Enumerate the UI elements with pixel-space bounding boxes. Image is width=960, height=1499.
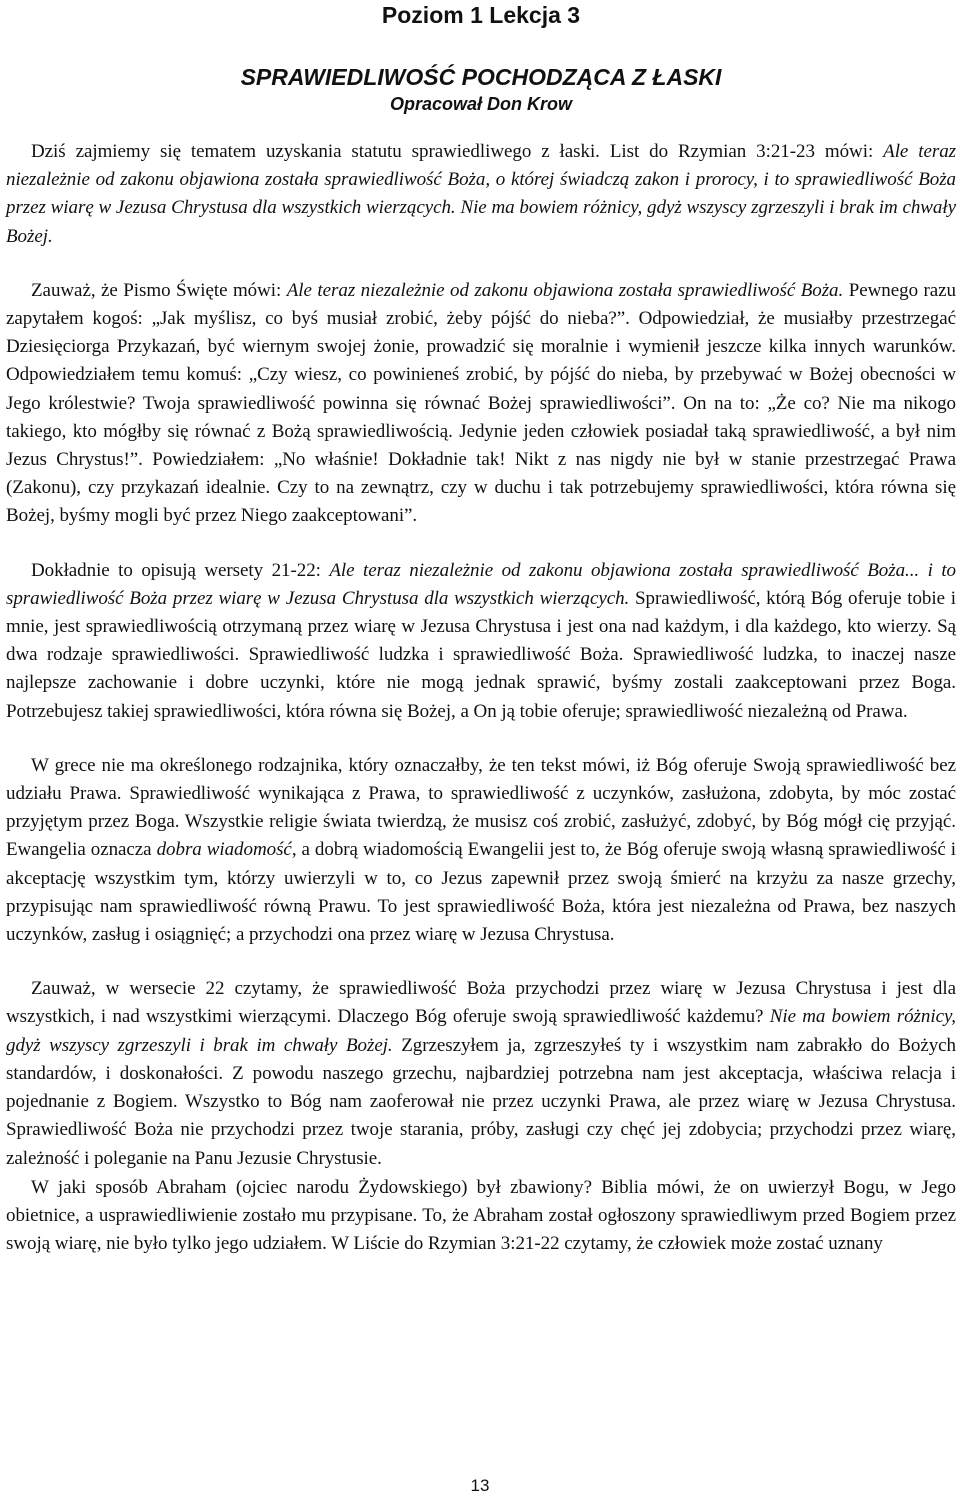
italic-quote: Nie ma bowiem różnicy, gdyż wszyscy zgrzeszyli i brak im chwały Bożej. — [6, 1006, 956, 1056]
text-run: , a dobrą wiadomością Ewangelii jest to, że Bóg oferuje swoją własną sprawiedliwość i akceptację wszystkim tym, którzy uwierzyli w to, co Jezus zapewnił przez swoją śmierć na krzyżu za nasze grzechy, przypisując nam sprawiedliwość równą Prawu. To jest sprawiedliwość Boża, która jest niezależna od Prawa, bez naszych uczynków, zasług i osiągnięć; a przychodzi ona przez wiarę w Jezusa Chrystusa. — [6, 839, 956, 946]
text-run: Pewnego razu zapytałem kogoś: „Jak myślisz, co byś musiał zrobić, żeby pójść do nieba?”. Odpowiedział, że musiałby przestrzegać Dziesięciorga Przykazań, być wiernym swojej żonie, prowadzić się moralnie i wymienił jeszcze kilka innych warunków. Odpowiedziałem temu komuś: „Czy wiesz, co powinieneś zrobić, by pójść do nieba, by przebywać w Bożej obecności w Jego królestwie? Twoja sprawiedliwość powinna się równać Bożej sprawiedliwości”. On na to: „Że co? Nie ma nikogo takiego, kto mógłby się równać z Bożą sprawiedliwością. Jedynie jeden człowiek posiadał taką sprawiedliwość, a był nim Jezus Chrystus!”. Powiedziałem: „No właśnie! Dokładnie tak! Nikt z nas nigdy nie był w stanie przestrzegać Prawa (Zakonu), czy przykazań idealnie. Czy to na zewnątrz, czy w duchu i tak potrzebujemy sprawiedliwości, która równa się Bożej, byśmy mogli być przez Niego zaakceptowani”. — [6, 279, 957, 527]
paragraph-greek — [6, 752, 956, 949]
text-run: Dziś zajmiemy się tematem uzyskania statutu sprawiedliwego z łaski. List do Rzymian 3:21-23 mówi: — [31, 141, 884, 162]
text-run: W jaki sposób Abraham (ojciec narodu Żydowskiego) był zbawiony? Biblia mówi, że on uwierzył Bogu, w Jego obietnice, a usprawiedliwienie zostało mu przypisane. To, że Abraham został ogłoszony sprawiedliwym przed Bogiem przez swoją wiarę, nie było tylko jego udziałem. W Liście do Rzymian 3:21-22 czytamy, że człowiek może zostać uznany — [6, 1176, 956, 1255]
text-run: W grece nie ma określonego rodzajnika, który oznaczałby, że ten tekst mówi, iż Bóg oferuje Swoją sprawiedliwość bez udziału Prawa. Sprawiedliwość wynikająca z Prawa, to sprawiedliwość z uczynków, zasłużona, zdobyta, by móc zostać przyjętym przez Boga. Wszystkie religie świata twierdzą, że musisz coś zrobić, zasłużyć, zdobyć, by Bóg mógł cię przyjąć. Ewangelia oznacza — [6, 754, 956, 861]
text-run: Zauważ, że Pismo Święte mówi: — [31, 279, 287, 301]
paragraph-verses — [6, 557, 956, 726]
text-run: Zgrzeszyłem ja, zgrzeszyłeś ty i wszystkim nam zabrakło do Bożych standardów, i doskonałości. Z powodu naszego grzechu, najbardziej potrzebna nam jest akceptacja, właściwa relacja i pojednanie z Bogiem. Wszystko to Bóg nam zaoferował nie przez uczynki Prawa, ale przez wiarę w Jezusa Chrystusa. Sprawiedliwość Boża nie przychodzi przez twoje starania, próby, zasługi czy chęć jej zdobycia; przychodzi przez wiarę, zależność i poleganie na Panu Jezusie Chrystusie. — [6, 1034, 956, 1169]
document-author: Opracował Don Krow — [389, 94, 573, 114]
paragraph-verse-22 — [6, 975, 956, 1172]
document-title: SPRAWIEDLIWOŚĆ POCHODZĄCA Z ŁASKI — [240, 64, 722, 90]
paragraph-notice — [6, 277, 956, 531]
italic-quote: dobra wiadomość — [156, 839, 292, 861]
italic-quote: Ale teraz niezależnie od zakonu objawiona została sprawiedliwość Boża. — [286, 279, 844, 301]
lesson-header: Poziom 1 Lekcja 3 — [381, 2, 581, 28]
paragraph-abraham — [6, 1174, 956, 1259]
page-number: 13 — [470, 1476, 490, 1495]
text-run: Zauważ, w wersecie 22 czytamy, że sprawiedliwość Boża przychodzi przez wiarę w Jezusa Chrystusa i jest dla wszystkich, i nad wszystkimi wierzącymi. Dlaczego Bóg oferuje swoją sprawiedliwość każdemu? — [6, 978, 956, 1028]
paragraph-intro — [6, 138, 956, 251]
italic-quote: Ale teraz niezależnie od zakonu objawiona została sprawiedliwość Boża... i to sprawiedliwość Boża przez wiarę w Jezusa Chrystusa dla wszystkich wierzących. — [6, 559, 956, 609]
text-run: Sprawiedliwość, którą Bóg oferuje tobie i mnie, jest sprawiedliwością otrzymaną przez wiarę w Jezusa Chrystusa i jest ona nad każdym, i dla każdego, kto wierzy. Są dwa rodzaje sprawiedliwości. Sprawiedliwość ludzka i sprawiedliwość Boża. Sprawiedliwość ludzka, to inaczej nasze najlepsze zachowanie i dobre uczynki, które nie mogą jednak sprawić, byśmy zostali zaakceptowani przez Boga. Potrzebujesz takiej sprawiedliwości, która równa się Bożej, a On ją tobie oferuje; sprawiedliwość niezależną od Prawa. — [6, 587, 956, 722]
italic-quote: Ale teraz niezależnie od zakonu objawiona została sprawiedliwość Boża, o której świadczą zakon i prorocy, i to sprawiedliwość Boża przez wiarę w Jezusa Chrystusa dla wszystkich wierzących. Nie ma bowiem różnicy, gdyż wszyscy zgrzeszyli i brak im chwały Bożej. — [6, 141, 957, 247]
text-run: Dokładnie to opisują wersety 21-22: — [31, 559, 330, 581]
